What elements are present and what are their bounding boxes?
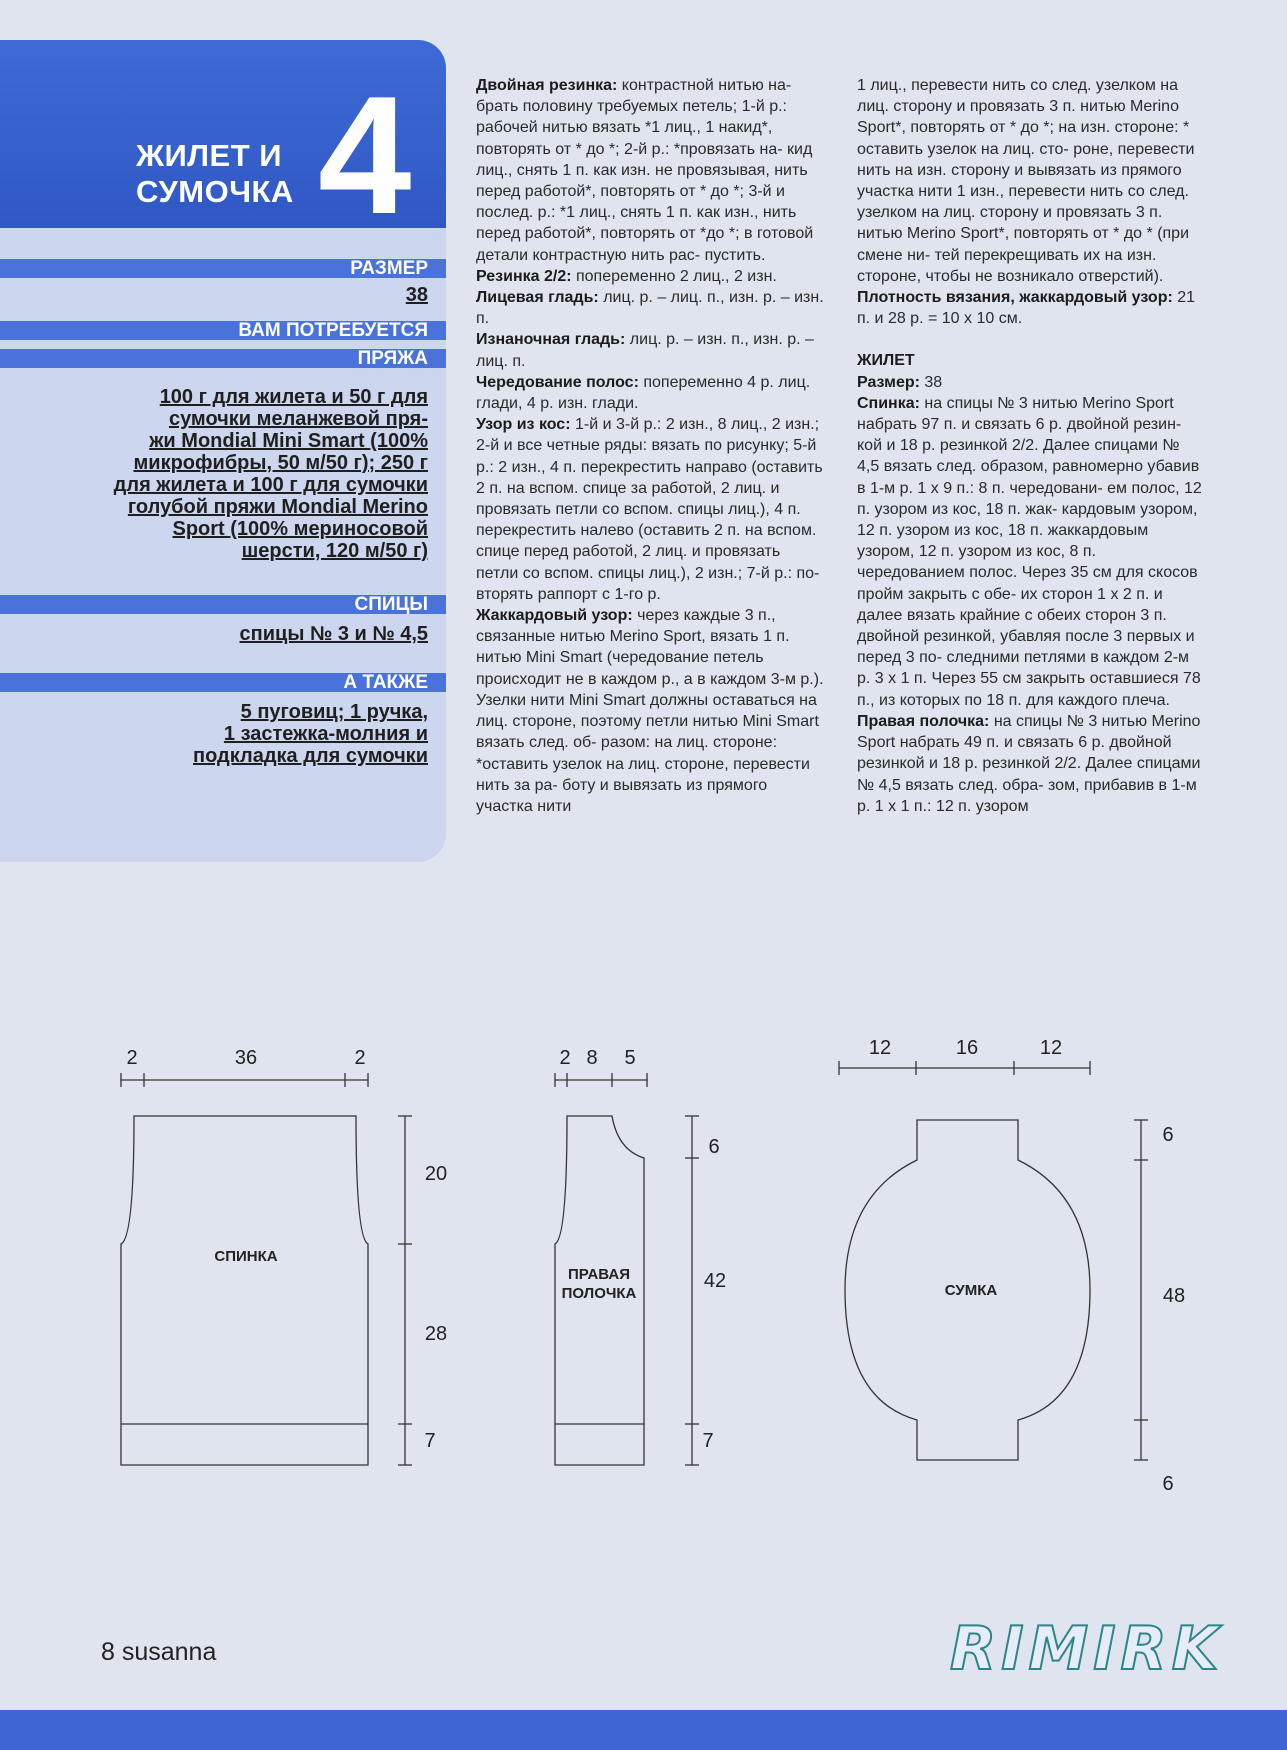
bag-top-dim-mid: 16 <box>955 1037 979 1059</box>
yarn-line: голубой пряжи Mondial Merino <box>127 496 428 518</box>
term: Плотность вязания, жаккардовый узор: <box>857 289 1173 307</box>
back-schematic <box>121 1073 412 1465</box>
back-side-dim-3: 7 <box>424 1430 436 1452</box>
text: 38 <box>919 373 943 391</box>
info-sidebar <box>0 40 446 862</box>
term: Спинка: <box>857 394 920 412</box>
yarn-line: сумочки меланжевой пря- <box>168 408 428 430</box>
back-top-dim-right: 2 <box>354 1047 366 1069</box>
also-line: 1 застежка-молния и <box>223 723 428 745</box>
bag-top-dim-left: 12 <box>868 1037 892 1059</box>
paragraph: 1 лиц., перевести нить со след. узелком на лиц. сторону и провязать 3 п. нитью Merino Sport*, повторять от * до *; на изн. стороне: * оставить узелок на лиц. сто- роне, перевести нить на изн. сторону и вывязать из прямого участка нити 1 изн., перевести нить со след. узелком на лиц. сторону и провязать 3 п. нитью Merino Sport*, повторять от * до * (при смене ни- тей перекрещивать их на изн. стороне, чтобы не возникало отверстий). <box>857 77 1195 285</box>
title-line-2: СУМОЧКА <box>136 174 294 209</box>
term: Чередование полос: <box>476 373 639 391</box>
front-label-line-1: ПРАВАЯ <box>568 1266 630 1283</box>
paragraph <box>857 393 1205 711</box>
title-banner <box>0 40 446 228</box>
term: Размер: <box>857 373 920 391</box>
front-top-dim-left: 2 <box>559 1047 571 1069</box>
instructions-column-2 <box>857 75 1205 817</box>
back-label: СПИНКА <box>214 1248 278 1265</box>
page-title <box>136 138 346 210</box>
text: попеременно 2 лиц., 2 изн. <box>571 267 777 285</box>
yarn-line: Sport (100% мериносовой <box>172 518 428 540</box>
yarn-line: для жилета и 100 г для сумочки <box>113 474 428 496</box>
paragraph <box>476 329 826 371</box>
yarn-line: шерсти, 120 м/50 г) <box>241 540 428 562</box>
back-top-dim-left: 2 <box>126 1047 138 1069</box>
front-side-dim-1: 6 <box>708 1136 720 1158</box>
text: через каждые 3 п., связанные нитью Merino Sport, вязать 1 п. нитью Mini Smart (чередование петель происходит не в каждом р., а в каждом 3-м р.). Узелки нити Mini Smart должны оставаться на лиц. стороне, поэтому петли нитью Mini Smart вязать след. об- разом: на лиц. стороне: *оставить узелок на лиц. стороне, перевести нить за ра- боту и вывязать из прямого участка нити <box>476 607 824 815</box>
back-top-dim-mid: 36 <box>234 1047 258 1069</box>
paragraph <box>476 605 826 817</box>
also-line: подкладка для сумочки <box>193 745 428 767</box>
text: лиц. р. – лиц. п., изн. р. – изн. п. <box>476 289 824 328</box>
front-side-dim-3: 7 <box>702 1430 714 1452</box>
materials-label: ВАМ ПОТРЕБУЕТСЯ <box>0 321 446 340</box>
yarn-value <box>28 386 428 562</box>
term: Жаккардовый узор: <box>476 607 633 625</box>
front-top-dim-mid: 8 <box>586 1047 598 1069</box>
term: Лицевая гладь: <box>476 289 599 307</box>
yarn-label: ПРЯЖА <box>0 349 446 368</box>
back-side-dim-2: 28 <box>424 1323 448 1345</box>
front-top-dim-right: 5 <box>624 1047 636 1069</box>
needles-value: спицы № 3 и № 4,5 <box>239 623 428 645</box>
yarn-line: жи Mondial Mini Smart (100% <box>149 430 428 452</box>
yarn-line: микрофибры, 50 м/50 г); 250 г <box>133 452 428 474</box>
bag-schematic <box>839 1061 1148 1460</box>
bag-side-dim-3: 6 <box>1162 1473 1174 1495</box>
paragraph <box>476 414 826 605</box>
watermark-logo: RIMIRK <box>950 1614 1224 1684</box>
bag-side-dim-2: 48 <box>1162 1285 1186 1307</box>
instructions-column-1 <box>476 75 826 817</box>
also-label: А ТАКЖЕ <box>0 673 446 692</box>
bag-side-dim-1: 6 <box>1162 1124 1174 1146</box>
text: на спицы № 3 нитью Merino Sport набрать 49 п. и связать 6 р. двойной резинкой и 18 р. резинкой 2/2. Далее спицами № 4,5 вязать след. обра- зом, прибавив в 1-м р. 1 х 1 п.: 12 п. узором <box>857 712 1201 815</box>
yarn-line: 100 г для жилета и 50 г для <box>159 386 428 408</box>
also-line: 5 пуговиц; 1 ручка, <box>240 701 428 723</box>
paragraph <box>857 287 1205 329</box>
heading-text: ЖИЛЕТ <box>857 352 915 370</box>
term: Изнаночная гладь: <box>476 331 626 349</box>
front-side-dim-2: 42 <box>703 1270 727 1292</box>
paragraph <box>857 711 1205 817</box>
bag-top-dim-right: 12 <box>1039 1037 1063 1059</box>
term: Двойная резинка: <box>476 77 618 94</box>
paragraph <box>476 266 826 287</box>
needles-label: СПИЦЫ <box>0 595 446 614</box>
size-value: 38 <box>405 284 428 306</box>
title-line-1: ЖИЛЕТ И <box>136 138 283 173</box>
text: лиц. р. – изн. п., изн. р. – лиц. п. <box>476 331 814 370</box>
text: попеременно 4 р. лиц. глади, 4 р. изн. глади. <box>476 373 811 413</box>
page-number: 8 susanna <box>101 1638 217 1666</box>
term: Узор из кос: <box>476 416 571 434</box>
paragraph <box>476 372 826 414</box>
text: 21 п. и 28 р. = 10 х 10 см. <box>857 289 1196 328</box>
also-value <box>28 701 428 767</box>
back-side-dim-1: 20 <box>424 1163 448 1185</box>
paragraph <box>476 75 826 266</box>
size-label: РАЗМЕР <box>0 259 446 278</box>
paragraph <box>857 372 1205 393</box>
pattern-number: 4 <box>318 61 412 228</box>
bag-label: СУМКА <box>944 1282 998 1299</box>
text: 1-й и 3-й р.: 2 изн., 8 лиц., 2 изн.; 2-й и все четные ряды: вязать по рисунку; 5-й р.: 2 изн., 4 п. перекрестить направо (оставить 2 п. на вспом. спице за работой, 2 лиц. и провязать петли со вспом. спицы лиц.), 4 п. перекрестить налево (оставить 2 п. на вспом. спице перед работой, 2 лиц. и провязать петли со вспом. спицы лиц.), 2 изн.; 7-й р.: по- вторять раппорт с 1-го р. <box>476 416 823 603</box>
section-heading <box>857 350 1205 371</box>
footer-bar <box>0 1710 1287 1750</box>
paragraph <box>476 287 826 329</box>
front-label-line-2: ПОЛОЧКА <box>561 1285 637 1302</box>
pattern-diagrams <box>0 1020 1287 1520</box>
text: контрастной нитью на- брать половину требуемых петель; 1-й р.: рабочей нитью вязать *1 лиц., 1 накид*, повторять от * до *; 2-й р.: *провязать на- кид лиц., снять 1 п. как изн. не провязывая, нить перед работой*, повторять от * до *; 3-й и послед. р.: *1 лиц., снять 1 п. как изн., нить перед работой*, повторять от *до *; в готовой детали контрастную нить рас- пустить. <box>476 77 814 264</box>
term: Резинка 2/2: <box>476 267 572 285</box>
term: Правая полочка: <box>857 712 990 730</box>
text: на спицы № 3 нитью Merino Sport набрать 97 п. и связать 6 р. двойной резин- кой и 18 р. резинкой 2/2. Далее спицами № 4,5 вязать след. образом, равномерно убавив в 1-м р. 1 х 9 п.: 8 п. чередовани- ем полос, 12 п. узором из кос, 18 п. жак- кардовым узором, 12 п. узором из кос, 18 п. жаккардовым узором, 12 п. узором из кос, 8 п. чередованием полос. Через 35 см для скосов пройм закрыть с обе- их сторон 1 х 2 п. и далее вязать крайние с обеих сторон 3 п. двойной резинкой, убавляя после 3 первых и перед 3 по- следними петлями в каждом 2-м р. 3 х 1 п. Через 55 см закрыть оставшиеся 78 п., из которых по 18 п. для каждого плеча. <box>857 394 1202 709</box>
